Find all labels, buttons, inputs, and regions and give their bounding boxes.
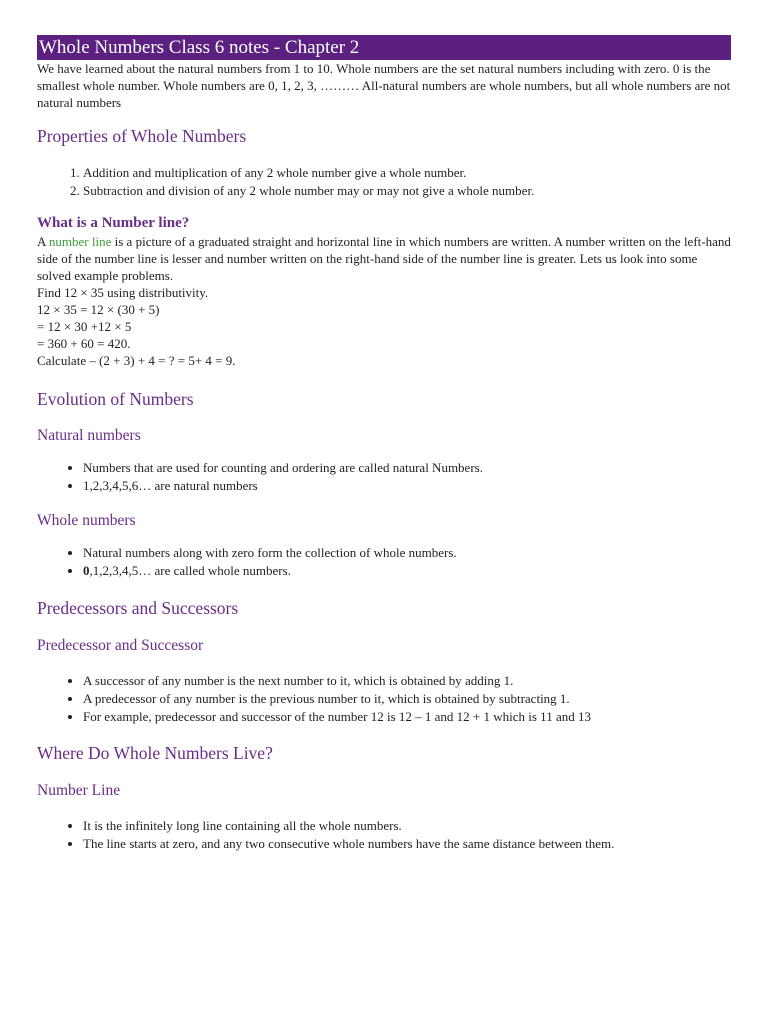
list-item: [83, 562, 731, 580]
number-line-list: [37, 817, 731, 853]
example-line: 12 × 35 = 12 × (30 + 5): [37, 302, 160, 317]
intro-paragraph: We have learned about the natural numbers from 1 to 10. Whole numbers are the set natural numbers including with zero. 0 is the smallest whole number. Whole numbers are 0, 1, 2, 3, ……… All-natural numbers are whole numbers, but all whole numbers are not natural numbers: [37, 61, 731, 110]
example-line: Find 12 × 35 using distributivity.: [37, 285, 209, 300]
number-line-link[interactable]: number line: [48, 234, 112, 249]
zero-bold: 0: [83, 563, 90, 578]
evolution-heading: Evolution of Numbers: [37, 389, 194, 409]
list-item: • Numbers that are used for counting and ordering are called natural Numbers.: [83, 459, 731, 477]
whole-numbers-list: [37, 544, 731, 580]
example-line: Calculate – (2 + 3) + 4 = ? = 5+ 4 = 9.: [37, 353, 236, 368]
properties-list: [37, 164, 731, 200]
list-item: • The line starts at zero, and any two consecutive whole numbers have the same distance between them.: [83, 835, 731, 853]
para-rest: is a picture of a graduated straight and horizontal line in which numbers are written. A number written on the left-hand side of the number line is lesser and number written on the right-hand side of the number line is greater. Lets us look into some solved example problems.: [37, 234, 731, 283]
natural-numbers-heading: Natural numbers: [37, 427, 141, 444]
pred-succ-list: [37, 672, 731, 726]
pred-succ-heading: Predecessors and Successors: [37, 598, 239, 618]
properties-heading: Properties of Whole Numbers: [37, 126, 247, 146]
list-item: • A successor of any number is the next number to it, which is obtained by adding 1.: [83, 672, 731, 690]
where-heading: Where Do Whole Numbers Live?: [37, 743, 273, 763]
number-line-paragraph: [37, 233, 731, 284]
list-item: 1. Addition and multiplication of any 2 whole number give a whole number.: [83, 164, 731, 182]
number-line-subheading: Number Line: [37, 782, 121, 799]
para-prefix: A: [37, 234, 49, 249]
list-item: • It is the infinitely long line containing all the whole numbers.: [83, 817, 731, 835]
number-line-heading: What is a Number line?: [37, 215, 190, 231]
example-line: = 12 × 30 +12 × 5: [37, 319, 132, 334]
list-item: • A predecessor of any number is the previous number to it, which is obtained by subtracting 1.: [83, 690, 731, 708]
list-item: 2. Subtraction and division of any 2 whole number may or may not give a whole number.: [83, 182, 731, 200]
list-item-rest: ,1,2,3,4,5… are called whole numbers.: [89, 563, 291, 578]
document-page: [37, 35, 731, 853]
whole-numbers-heading: Whole numbers: [37, 512, 136, 529]
natural-numbers-list: [37, 459, 731, 495]
list-item: • Natural numbers along with zero form the collection of whole numbers.: [83, 544, 731, 562]
example-line: = 360 + 60 = 420.: [37, 336, 131, 351]
list-item: • For example, predecessor and successor of the number 12 is 12 – 1 and 12 + 1 which is 11 and 13: [83, 708, 731, 726]
document-title: Whole Numbers Class 6 notes - Chapter 2: [37, 35, 731, 60]
pred-succ-subheading: Predecessor and Successor: [37, 637, 204, 654]
list-item: • 1,2,3,4,5,6… are natural numbers: [83, 477, 731, 495]
